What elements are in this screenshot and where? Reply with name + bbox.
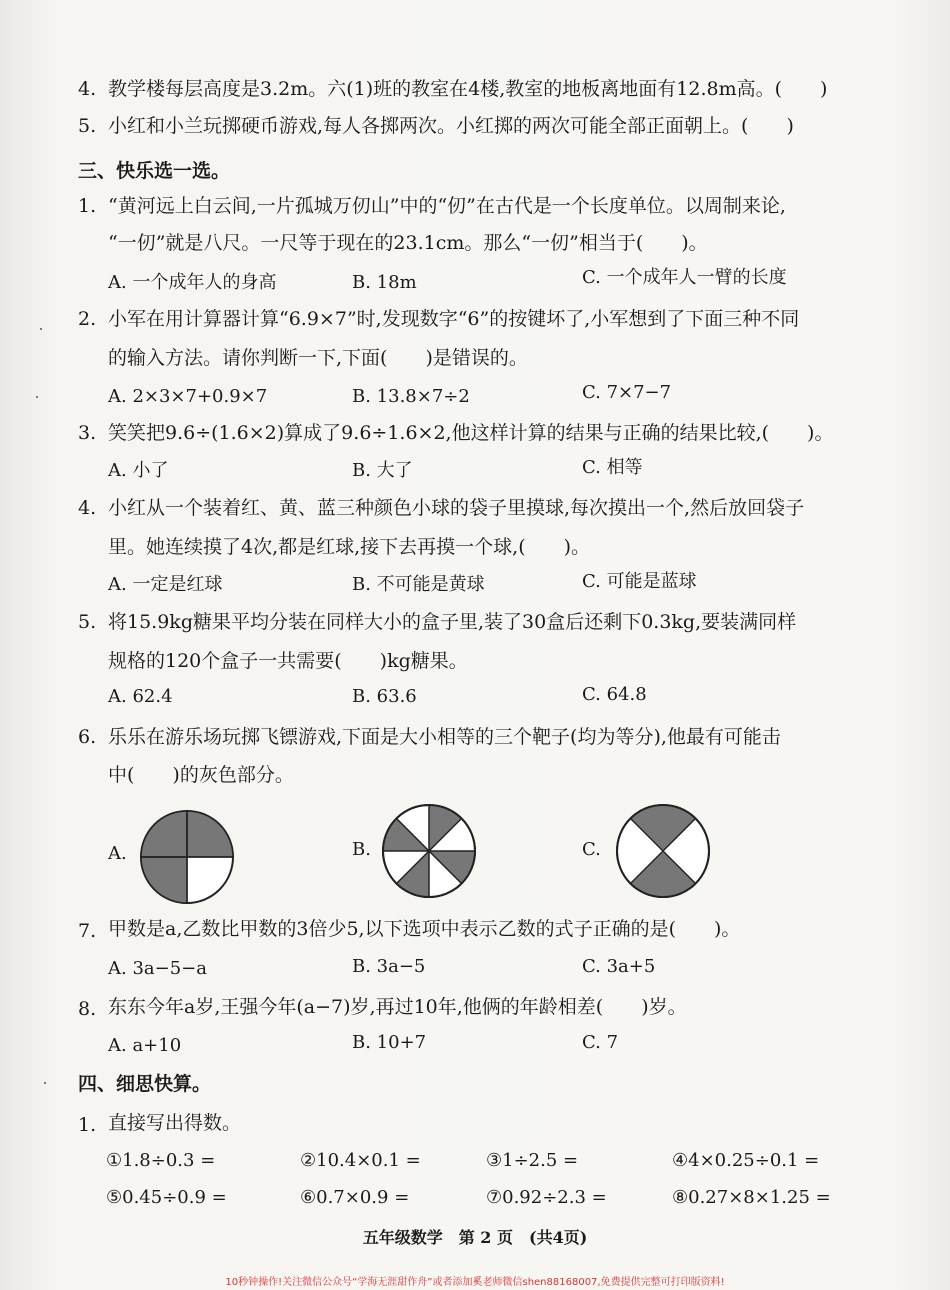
judge-question-4: 教学楼每层高度是3.2m。六(1)班的教室在4楼,教室的地板离地面有12.8m高。( ) (108, 78, 828, 100)
calc-item: ④4×0.25÷0.1 = (672, 1150, 820, 1171)
question-text: 规格的120个盒子一共需要( )kg糖果。 (108, 650, 468, 672)
option-a: A. 3a−5−a (108, 958, 207, 979)
option-b: B. 10+7 (352, 1032, 427, 1053)
question-number: 5. (78, 115, 97, 137)
question-text: 小军在用计算器计算“6.9×7”时,发现数字“6”的按键坏了,小军想到了下面三种不同 (108, 308, 800, 330)
option-b: B. 13.8×7÷2 (352, 386, 470, 407)
question-number: 1. (78, 195, 97, 217)
question-text: 将15.9kg糖果平均分装在同样大小的盒子里,装了30盒后还剩下0.3kg,要装满同样 (108, 611, 797, 633)
question-text: 里。她连续摸了4次,都是红球,接下去再摸一个球,( )。 (108, 536, 591, 558)
question-number: 8. (78, 998, 97, 1020)
question-text: 小红从一个装着红、黄、蓝三种颜色小球的袋子里摸球,每次摸出一个,然后放回袋子 (108, 497, 805, 519)
option-a: A. 2×3×7+0.9×7 (108, 386, 268, 407)
judge-question-5: 小红和小兰玩掷硬币游戏,每人各掷两次。小红掷的两次可能全部正面朝上。( ) (108, 115, 794, 137)
target-b (380, 802, 478, 900)
question-text: 笑笑把9.6÷(1.6×2)算成了9.6÷1.6×2,他这样计算的结果与正确的结果比较,( )。 (108, 422, 834, 444)
calc-item: ⑤0.45÷0.9 = (106, 1187, 227, 1208)
question-text: 中( )的灰色部分。 (108, 764, 294, 786)
question-number: 4. (78, 497, 97, 519)
calc-item: ①1.8÷0.3 = (106, 1150, 216, 1171)
section-title: 四、细思快算。 (78, 1073, 212, 1095)
watermark-banner: 10秒钟操作!关注微信公众号“学海无涯甜作舟”或者添加奚老师微信shen88168007,免费提供完整可打印版资料! (225, 1277, 725, 1288)
question-number: 4. (78, 78, 97, 100)
question-text: 的输入方法。请你判断一下,下面( )是错误的。 (108, 347, 528, 369)
option-c: C. 7 (582, 1032, 619, 1053)
question-number: 5. (78, 611, 97, 633)
question-text: 乐乐在游乐场玩掷飞镖游戏,下面是大小相等的三个靶子(均为等分),他最有可能击 (108, 726, 781, 748)
option-b: B. 3a−5 (352, 956, 426, 977)
option-b: B. 18m (352, 272, 417, 293)
question-text: 直接写出得数。 (108, 1112, 242, 1134)
option-c: C. 相等 (582, 457, 643, 478)
page-footer: 五年级数学 第 2 页 (共4页) (362, 1228, 588, 1247)
question-text: 东东今年a岁,王强今年(a−7)岁,再过10年,他俩的年龄相差( )岁。 (108, 996, 687, 1018)
calc-item: ⑧0.27×8×1.25 = (672, 1187, 831, 1208)
target-a (138, 808, 236, 906)
speck (44, 1082, 46, 1084)
calc-item: ⑦0.92÷2.3 = (486, 1187, 607, 1208)
option-a: A. (108, 843, 127, 864)
section-title: 三、快乐选一选。 (78, 160, 231, 182)
option-b: B. 63.6 (352, 686, 417, 707)
option-c: C. 3a+5 (582, 956, 656, 977)
option-c: C. 一个成年人一臂的长度 (582, 267, 787, 288)
option-c: C. 可能是蓝球 (582, 571, 697, 592)
option-a: A. 一定是红球 (108, 574, 223, 595)
option-a: A. 一个成年人的身高 (108, 272, 277, 293)
question-number: 7. (78, 920, 97, 942)
calc-item: ⑥0.7×0.9 = (300, 1187, 410, 1208)
question-number: 6. (78, 726, 97, 748)
option-b: B. 大了 (352, 460, 413, 481)
question-number: 1. (78, 1114, 97, 1136)
speck (40, 328, 42, 330)
question-text: 甲数是a,乙数比甲数的3倍少5,以下选项中表示乙数的式子正确的是( )。 (108, 918, 741, 940)
option-a: A. 62.4 (108, 686, 173, 707)
option-c: C. 64.8 (582, 684, 647, 705)
question-number: 3. (78, 422, 97, 444)
option-b: B. 不可能是黄球 (352, 574, 485, 595)
question-number: 2. (78, 308, 97, 330)
calc-item: ③1÷2.5 = (486, 1150, 579, 1171)
question-text: “黄河远上白云间,一片孤城万仞山”中的“仞”在古代是一个长度单位。以周制来论, (108, 195, 786, 217)
option-c: C. (582, 839, 601, 860)
option-b: B. (352, 839, 371, 860)
target-c (614, 802, 712, 900)
calc-item: ②10.4×0.1 = (300, 1150, 421, 1171)
option-a: A. 小了 (108, 460, 169, 481)
option-c: C. 7×7−7 (582, 382, 672, 403)
option-a: A. a+10 (108, 1035, 182, 1056)
question-text: “一仞”就是八尺。一尺等于现在的23.1cm。那么“一仞”相当于( )。 (108, 232, 708, 254)
speck (36, 396, 38, 398)
